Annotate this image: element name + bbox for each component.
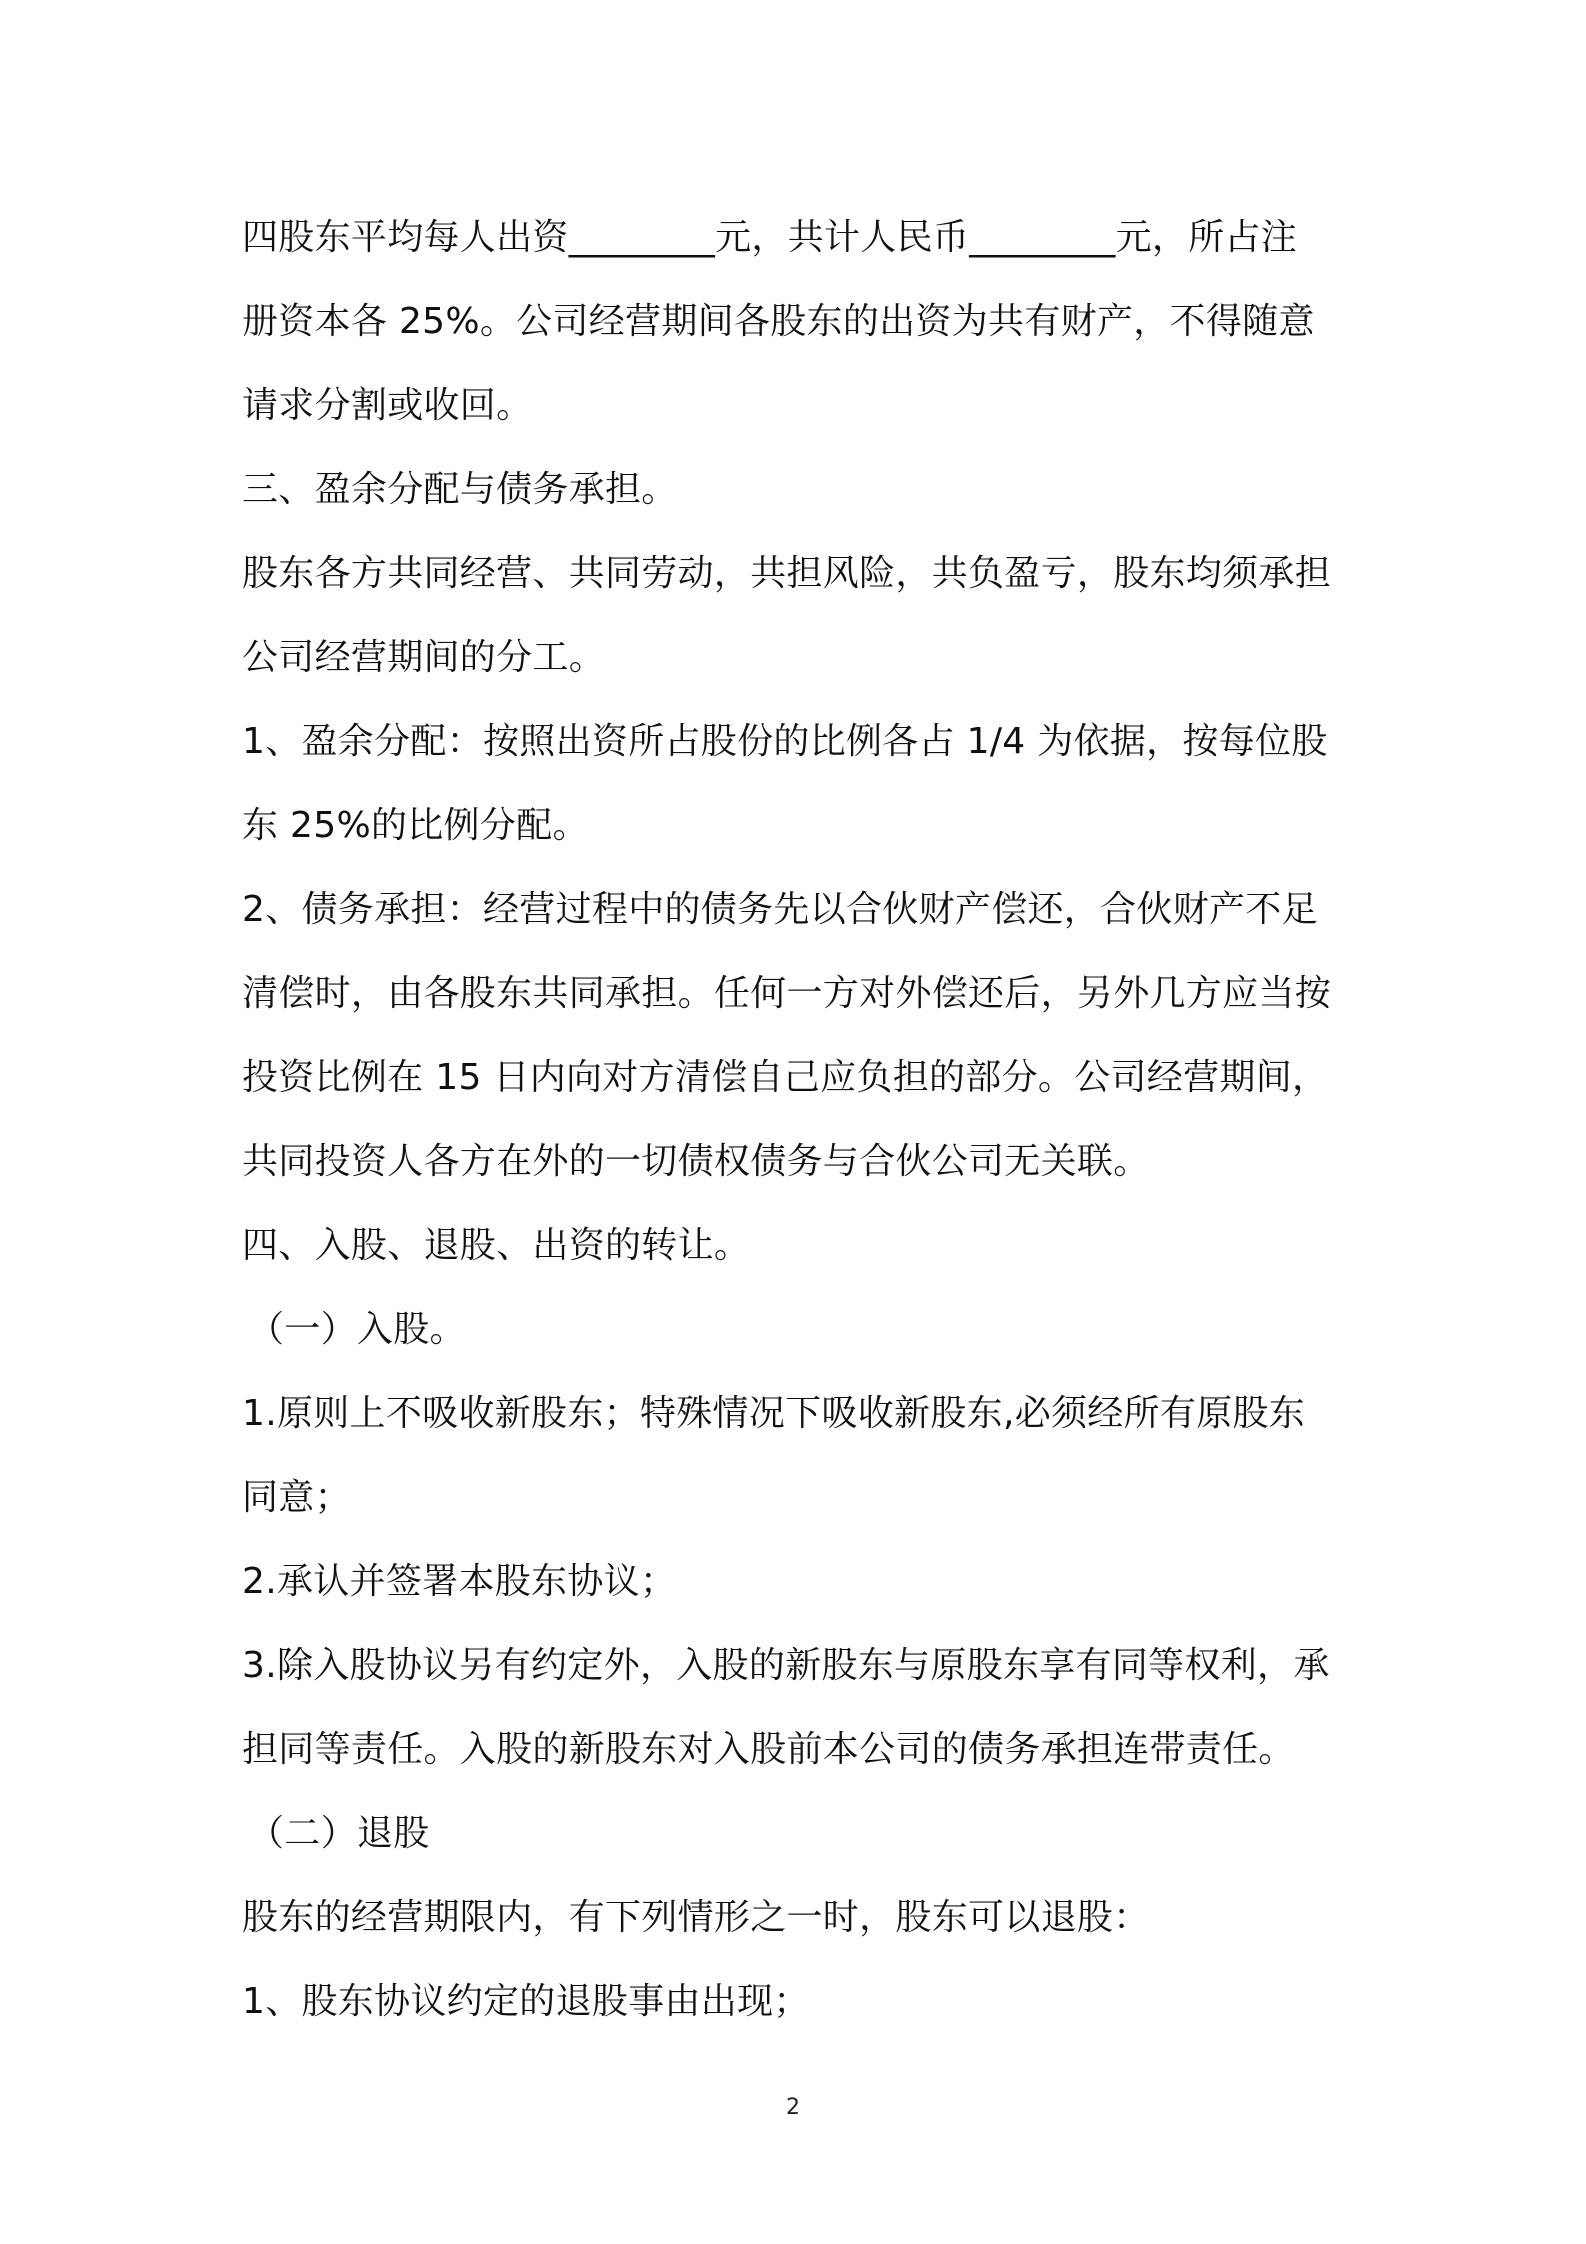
- text-line: 1、盈余分配：按照出资所占股份的比例各占 1/4 为依据，按每位股: [242, 721, 1328, 762]
- section-heading: 四、入股、退股、出资的转让。: [242, 1225, 751, 1266]
- text-line: 东 25%的比例分配。: [242, 805, 589, 846]
- section-heading: 三、盈余分配与债务承担。: [242, 469, 678, 510]
- text-line: 2.承认并签署本股东协议；: [242, 1561, 677, 1602]
- text-line: 投资比例在 15 日内向对方清偿自己应负担的部分。公司经营期间，: [242, 1057, 1329, 1098]
- page-number: 2: [786, 2095, 800, 2120]
- text-line: 清偿时，由各股东共同承担。任何一方对外偿还后，另外几方应当按: [242, 973, 1332, 1014]
- subsection-heading: （二）退股: [248, 1813, 430, 1854]
- text-line: 股东各方共同经营、共同劳动，共担风险，共负盈亏，股东均须承担: [242, 553, 1332, 594]
- text-line: 册资本各 25%。公司经营期间各股东的出资为共有财产，不得随意: [242, 301, 1315, 342]
- text-line: 担同等责任。入股的新股东对入股前本公司的债务承担连带责任。: [242, 1729, 1295, 1770]
- text-line: 2、债务承担：经营过程中的债务先以合伙财产偿还，合伙财产不足: [242, 889, 1318, 930]
- subsection-heading: （一）入股。: [248, 1309, 466, 1350]
- text-line: 共同投资人各方在外的一切债权债务与合伙公司无关联。: [242, 1141, 1150, 1182]
- text-line: 请求分割或收回。: [242, 385, 533, 426]
- text-line: 股东的经营期限内，有下列情形之一时，股东可以退股：: [242, 1897, 1150, 1938]
- text-line: 同意；: [242, 1477, 351, 1518]
- document-body: [242, 196, 1354, 2044]
- text-line: 1.原则上不吸收新股东；特殊情况下吸收新股东,必须经所有原股东: [242, 1393, 1306, 1434]
- text-line: 3.除入股协议另有约定外，入股的新股东与原股东享有同等权利，承: [242, 1645, 1330, 1686]
- text-line: 四股东平均每人出资________元，共计人民币________元，所占注: [242, 217, 1298, 258]
- text-line: 公司经营期间的分工。: [242, 637, 606, 678]
- text-line: 1、股东协议约定的退股事由出现；: [242, 1981, 810, 2022]
